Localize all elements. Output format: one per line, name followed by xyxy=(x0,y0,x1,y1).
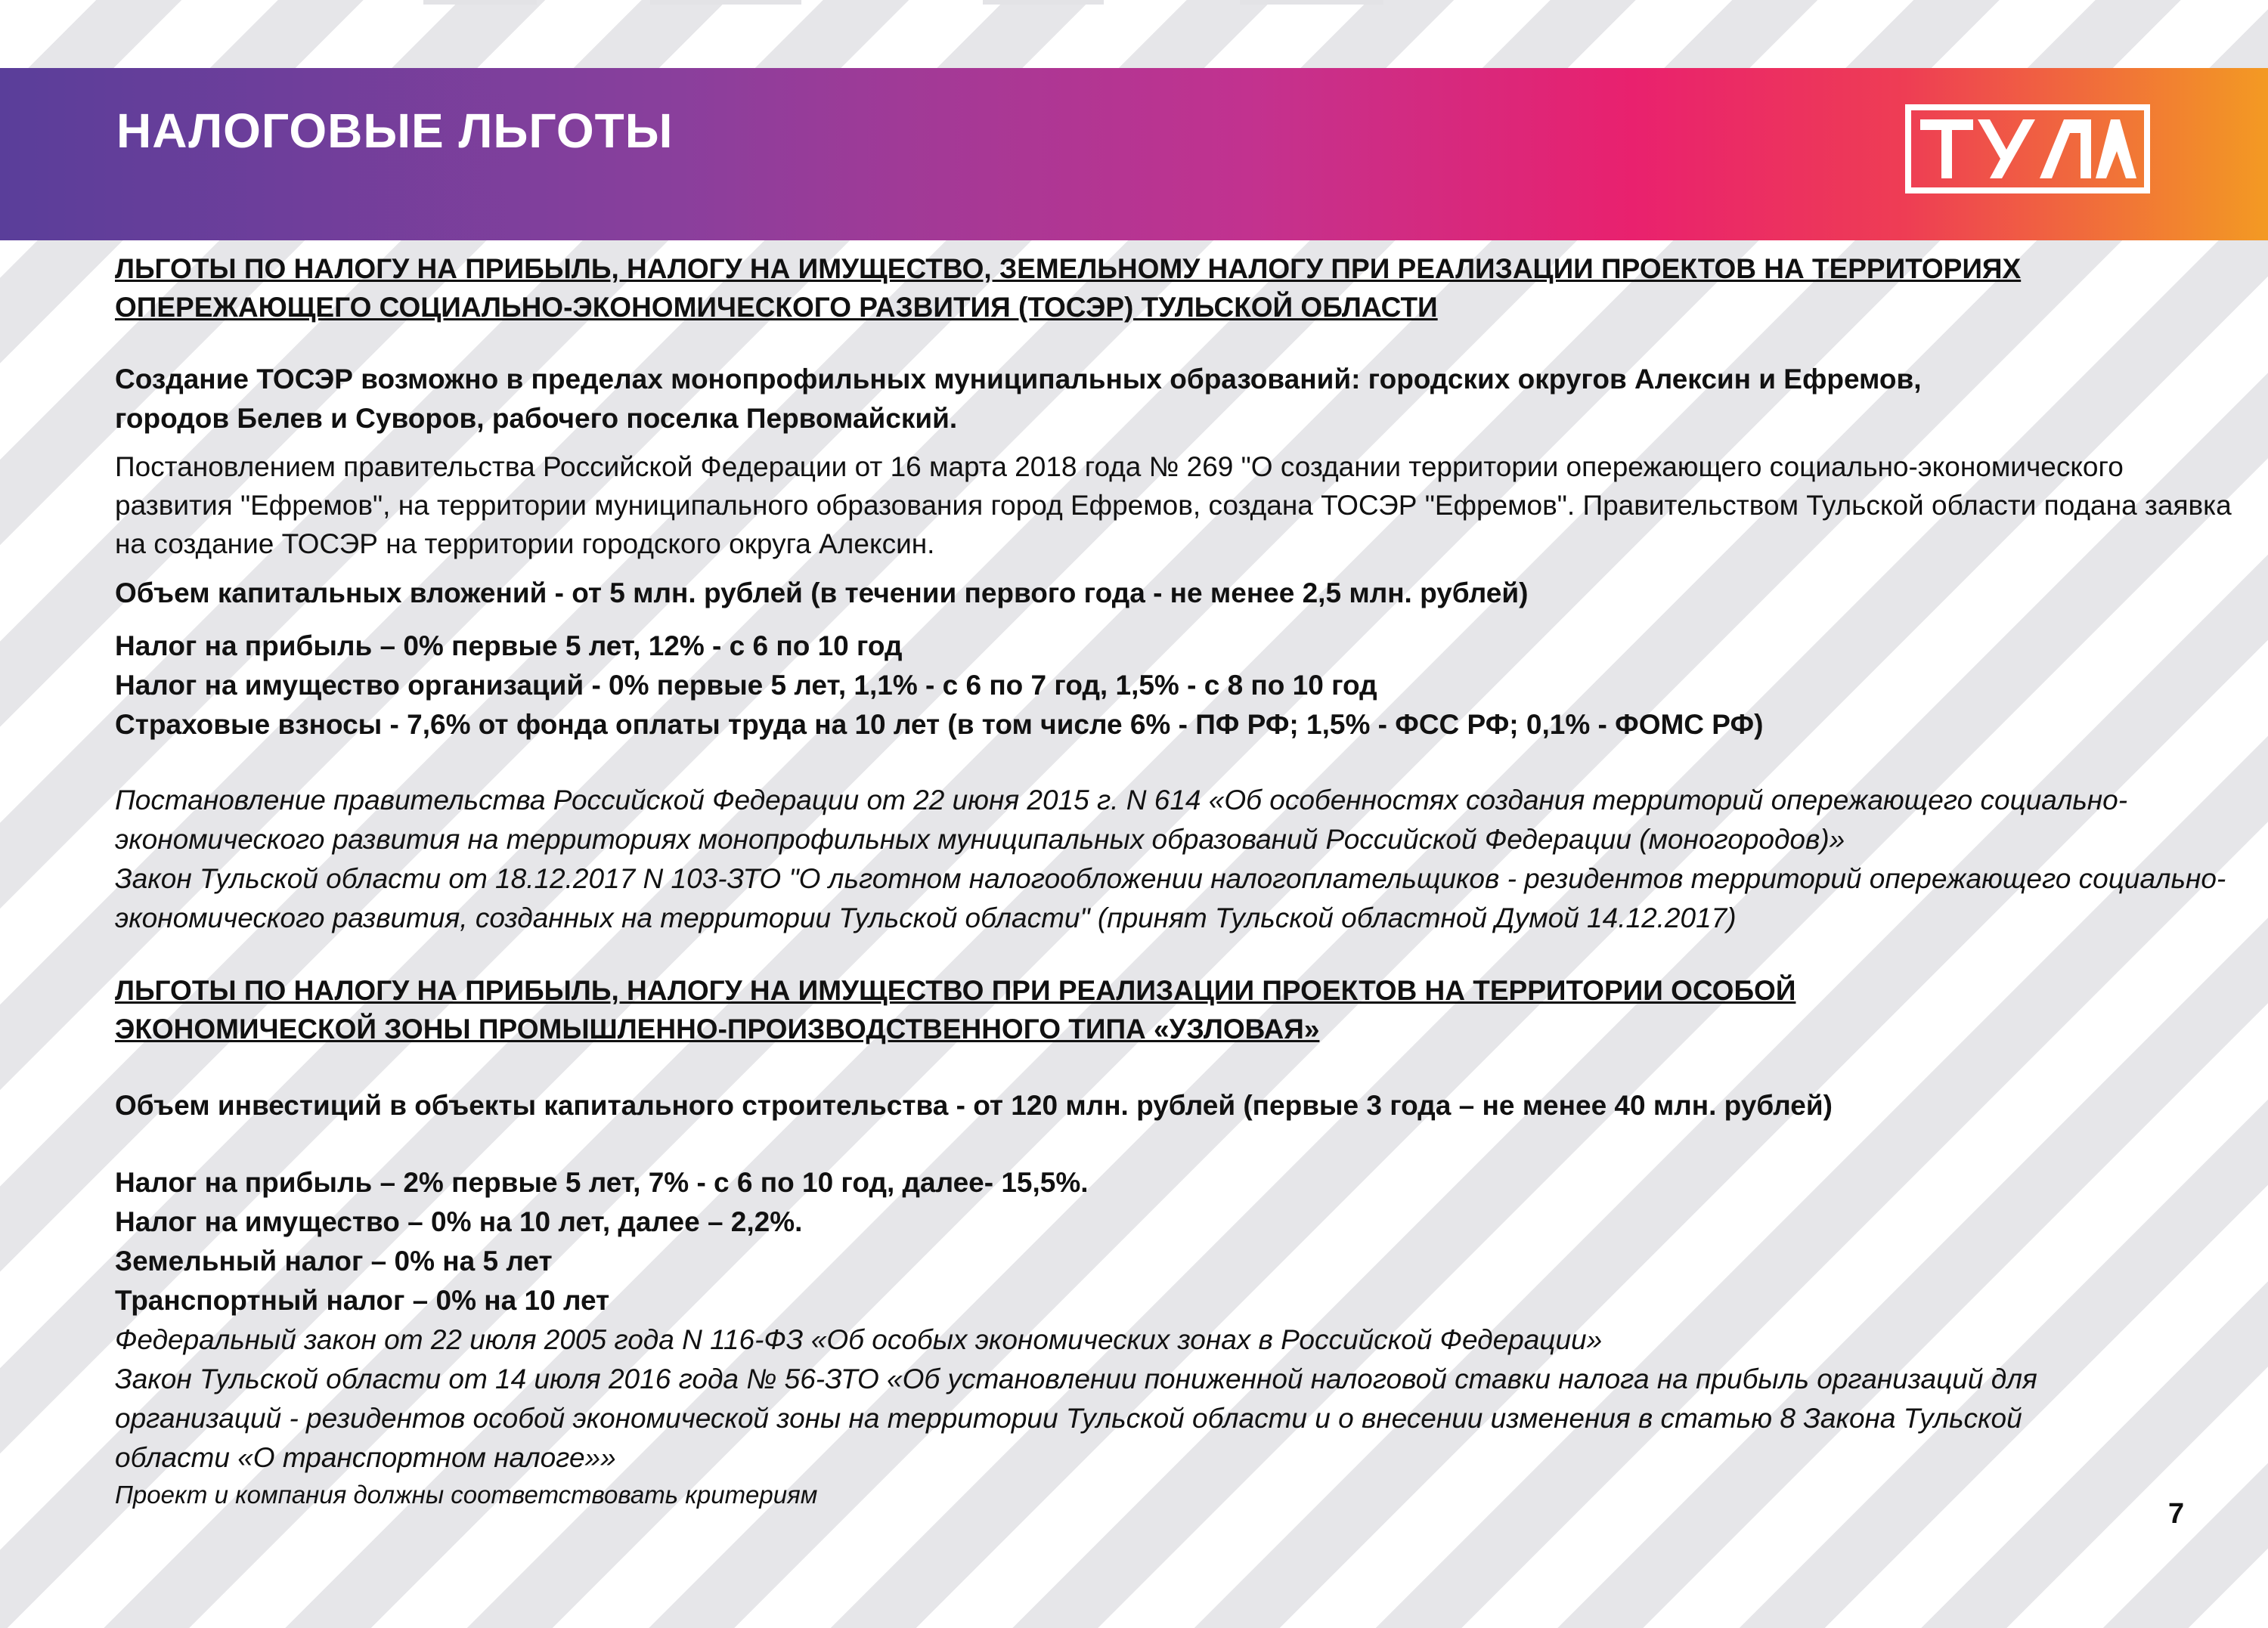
page-number: 7 xyxy=(2168,1498,2185,1530)
criteria-footnote: Проект и компания должны соответствовать критериям xyxy=(115,1481,818,1509)
section1-heading xyxy=(115,249,2156,327)
tula-logo xyxy=(1905,104,2150,193)
tax-item: Налог на имущество организаций - 0% первые 5 лет, 1,1% - с 6 по 7 год, 1,5% - с 8 по 10 год xyxy=(115,670,1377,701)
section1-tax-list xyxy=(115,627,2156,744)
legal-line: Закон Тульской области от 18.12.2017 N 103-ЗТО "О льготном налогообложении налогоплательщиков - резидентов территорий опережающего социально- xyxy=(115,863,2226,894)
tosер-intro xyxy=(115,360,2156,438)
section2-legal-refs xyxy=(115,1320,2156,1478)
resolution-line: Постановлением правительства Российской Федерации от 16 марта 2018 года № 269 "О создании территории опережающего социально-экономического xyxy=(115,451,2124,482)
intro-line: Создание ТОСЭР возможно в пределах монопрофильных муниципальных образований: городских округов Алексин и Ефремов, xyxy=(115,364,1922,395)
header-banner xyxy=(0,68,2268,240)
main-content xyxy=(115,249,2232,1512)
legal-line: Федеральный закон от 22 июля 2005 года N 116-ФЗ «Об особых экономических зонах в Российской Федерации» xyxy=(115,1324,1603,1355)
tax-item: Налог на имущество – 0% на 10 лет, далее – 2,2%. xyxy=(115,1206,803,1237)
capital-investment-text: Объем капитальных вложений - от 5 млн. рублей (в течении первого года - не менее 2,5 млн. рублей) xyxy=(115,577,1529,608)
tax-item: Земельный налог – 0% на 5 лет xyxy=(115,1246,553,1277)
section1-legal-refs xyxy=(115,781,2226,938)
tax-item: Налог на прибыль – 2% первые 5 лет, 7% - с 6 по 10 год, далее- 15,5%. xyxy=(115,1167,1089,1198)
page-title: НАЛОГОВЫЕ ЛЬГОТЫ xyxy=(116,104,674,158)
intro-line: городов Белев и Суворов, рабочего поселка Первомайский. xyxy=(115,403,958,434)
legal-line: экономического развития, созданных на территории Тульской области" (принят Тульской областной Думой 14.12.2017) xyxy=(115,902,1737,933)
section2-tax-list xyxy=(115,1163,2156,1320)
resolution-text xyxy=(115,447,2232,563)
tula-logo-mark xyxy=(1911,110,2144,187)
section2-heading xyxy=(115,971,2156,1048)
legal-line: области «О транспортном налоге»» xyxy=(115,1442,616,1473)
section2-heading-line: ЭКОНОМИЧЕСКОЙ ЗОНЫ ПРОМЫШЛЕННО-ПРОИЗВОДСТВЕННОГО ТИПА «УЗЛОВАЯ» xyxy=(115,1014,1320,1045)
legal-line: Постановление правительства Российской Федерации от 22 июня 2015 г. N 614 «Об особенностях создания территорий опережающего социально- xyxy=(115,785,2128,816)
resolution-line: на создание ТОСЭР на территории городского округа Алексин. xyxy=(115,528,935,559)
legal-line: Закон Тульской области от 14 июля 2016 года № 56-ЗТО «Об установлении пониженной налоговой ставки налога на прибыль организаций для xyxy=(115,1363,2037,1394)
tax-item: Страховые взносы - 7,6% от фонда оплаты труда на 10 лет (в том числе 6% - ПФ РФ; 1,5% - ФСС РФ; 0,1% - ФОМС РФ) xyxy=(115,709,1764,740)
tax-item: Налог на прибыль – 0% первые 5 лет, 12% - с 6 по 10 год xyxy=(115,630,903,661)
section1-heading-line: ОПЕРЕЖАЮЩЕГО СОЦИАЛЬНО-ЭКОНОМИЧЕСКОГО РАЗВИТИЯ (ТОСЭР) ТУЛЬСКОЙ ОБЛАСТИ xyxy=(115,292,1438,323)
tax-item: Транспортный налог – 0% на 10 лет xyxy=(115,1285,610,1316)
legal-line: экономического развития на территориях монопрофильных муниципальных образований Российской Федерации (моногородов)» xyxy=(115,824,1845,855)
investment-text: Объем инвестиций в объекты капитального строительства - от 120 млн. рублей (первые 3 года – не менее 40 млн. рублей) xyxy=(115,1090,1833,1121)
resolution-line: развития "Ефремов", на территории муниципального образования город Ефремов, создана ТОСЭР "Ефремов". Правительством Тульской области подана заявка xyxy=(115,490,2232,521)
section2-heading-line: ЛЬГОТЫ ПО НАЛОГУ НА ПРИБЫЛЬ, НАЛОГУ НА ИМУЩЕСТВО ПРИ РЕАЛИЗАЦИИ ПРОЕКТОВ НА ТЕРРИТОРИИ ОСОБОЙ xyxy=(115,975,1796,1006)
top-decoration xyxy=(0,0,2268,6)
section1-heading-line: ЛЬГОТЫ ПО НАЛОГУ НА ПРИБЫЛЬ, НАЛОГУ НА ИМУЩЕСТВО, ЗЕМЕЛЬНОМУ НАЛОГУ ПРИ РЕАЛИЗАЦИИ ПРОЕКТОВ НА ТЕРРИТОРИЯХ xyxy=(115,253,2022,284)
legal-line: организаций - резидентов особой экономической зоны на территории Тульской области и о внесении изменения в статью 8 Закона Тульской xyxy=(115,1403,2022,1434)
